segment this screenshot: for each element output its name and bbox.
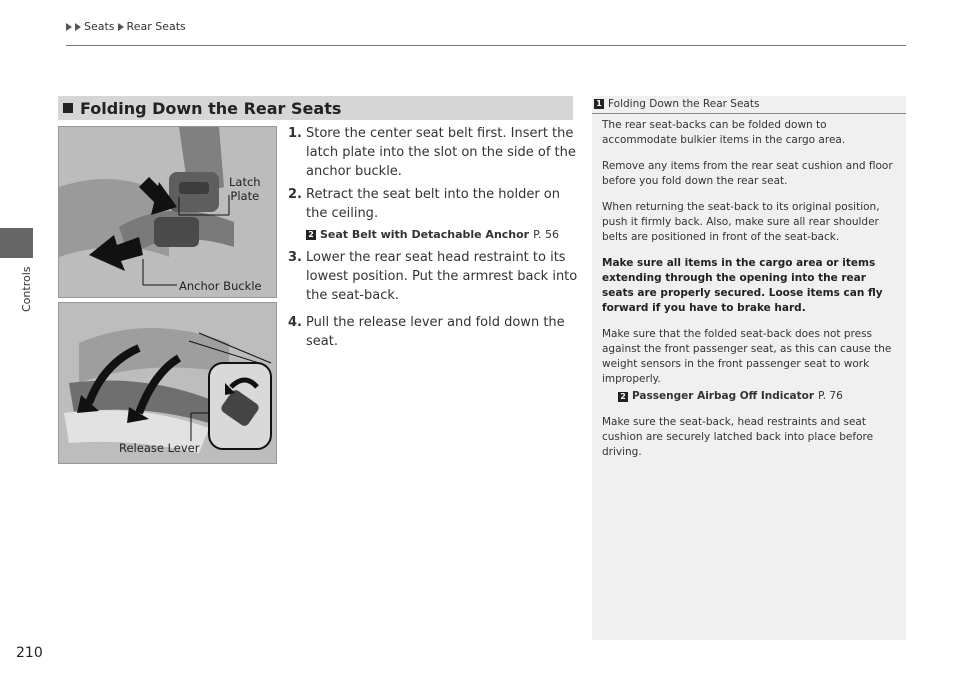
sidebar-heading [592,96,906,114]
xref-title[interactable]: Passenger Airbag Off Indicator [632,390,815,402]
header-rule [66,45,906,46]
step-number: 1. [288,126,302,141]
step-number: 3. [288,250,302,265]
step-number: 2. [288,187,302,202]
step-text: Pull the release lever and fold down the seat. [306,315,565,349]
square-bullet-icon [63,103,73,113]
callout-anchor-buckle: Anchor Buckle [179,279,262,293]
xref-page[interactable]: P. 76 [818,390,843,402]
step-number: 4. [288,315,302,330]
step-text: Retract the seat belt into the holder on the ceiling. [306,187,560,221]
note-paragraph: Make sure the seat-back, head restraints and seat cushion are securely latched back into place before driving. [602,416,874,458]
note-reference-icon: 1 [594,99,604,109]
callout-latch-line2: Plate [230,189,260,203]
release-lever-illustration [59,303,276,463]
xref-title[interactable]: Seat Belt with Detachable Anchor [320,228,530,241]
breadcrumb-item-rear-seats[interactable]: Rear Seats [126,20,186,33]
chevron-right-icon [118,23,124,31]
chapter-label: Controls [20,266,33,312]
cross-reference[interactable] [618,389,896,404]
notes-sidebar [592,96,906,640]
sidebar-title: Folding Down the Rear Seats [608,98,760,110]
seat-belt-illustration [59,127,276,297]
note-warning-paragraph: Make sure all items in the cargo area or items extending through the opening into the rear seats are properly secured. Loose items can fly forward if you have to brake hard. [602,257,883,314]
note-paragraph: Make sure that the folded seat-back does not press against the front passenger seat, as this can cause the weight sensors in the front passenger seat to work improperly. [602,328,892,385]
figure-release-lever [58,302,277,464]
callout-release-lever: Release Lever [119,441,200,455]
xref-page[interactable]: P. 56 [533,228,560,241]
procedure-steps [288,124,578,355]
note-paragraph: Remove any items from the rear seat cushion and floor before you fold down the rear seat. [602,160,893,187]
step-text: Store the center seat belt first. Insert the latch plate into the slot on the side of the anchor buckle. [306,126,576,179]
breadcrumb-item-seats[interactable]: Seats [84,20,115,33]
note-paragraph: The rear seat-backs can be folded down to accommodate bulkier items in the cargo area. [602,119,846,146]
step-3 [288,248,578,305]
section-heading [58,96,573,120]
step-1 [288,124,578,181]
breadcrumb [66,20,186,33]
sidebar-body [592,114,906,460]
callout-latch-line1: Latch [229,175,261,189]
callout-latch-plate [229,175,261,203]
note-paragraph: When returning the seat-back to its original position, push it firmly back. Also, make sure all rear shoulder belts are positioned in front of the seat-back. [602,201,880,243]
arrow-reference-icon: 2 [618,392,628,402]
step-2 [288,185,578,244]
chevron-right-icon [75,23,81,31]
step-4 [288,313,578,351]
step-text: Lower the rear seat head restraint to its lowest position. Put the armrest back into the seat-back. [306,250,578,303]
cross-reference[interactable] [306,225,578,244]
arrow-reference-icon: 2 [306,230,316,240]
section-title: Folding Down the Rear Seats [80,98,342,118]
figure-seat-belt-buckle [58,126,277,298]
chevron-right-icon [66,23,72,31]
page-number: 210 [16,645,43,661]
